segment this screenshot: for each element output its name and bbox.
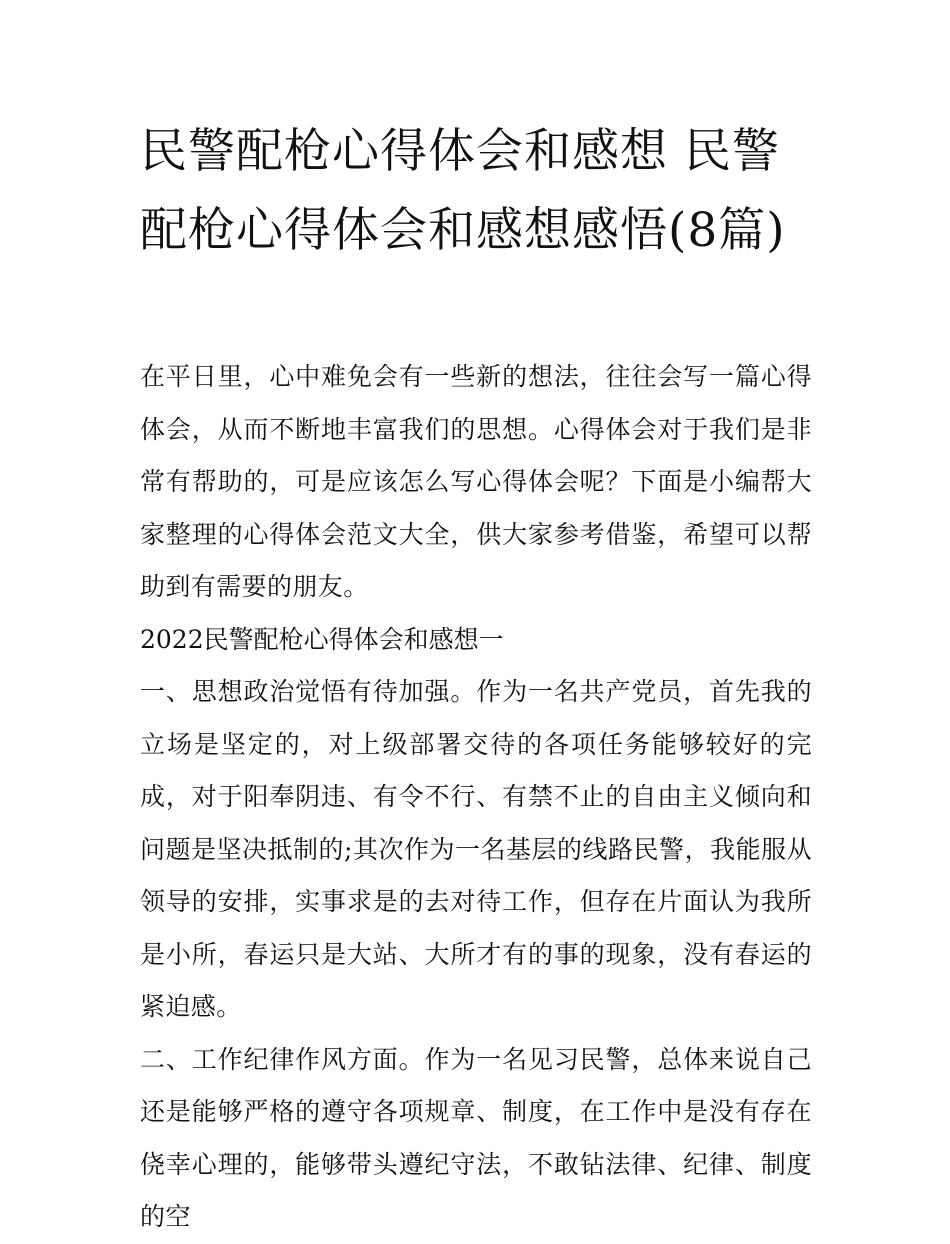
document-title: 民警配枪心得体会和感想 民警配枪心得体会和感想感悟(8篇) [140, 124, 786, 258]
intro-paragraph: 在平日里，心中难免会有一些新的想法，往往会写一篇心得体会，从而不断地丰富我们的思想。心得体会对于我们是非常有帮助的，可是应该怎么写心得体会呢？下面是小编帮大家整理的心得体会范文大全，供大家参考借鉴，希望可以帮助到有需要的朋友。 [140, 362, 812, 601]
body-paragraph-1: 一、思想政治觉悟有待加强。作为一名共产党员，首先我的立场是坚定的，对上级部署交待的各项任务能够较好的完成，对于阳奉阴违、有令不行、有禁不止的自由主义倾向和问题是坚决抵制的;其次作为一名基层的线路民警，我能服从领导的安排，实事求是的去对待工作，但存在片面认为我所是小所，春运只是大站、大所才有的事的现象，没有春运的紧迫感。 [140, 677, 812, 1021]
body-paragraph-2: 二、工作纪律作风方面。作为一名见习民警，总体来说自己还是能够严格的遵守各项规章、制度，在工作中是没有存在侥幸心理的，能够带头遵纪守法，不敢钻法律、纪律、制度的空 [140, 1044, 812, 1231]
document-body [140, 351, 812, 1244]
section-heading: 2022民警配枪心得体会和感想一 [140, 624, 504, 654]
